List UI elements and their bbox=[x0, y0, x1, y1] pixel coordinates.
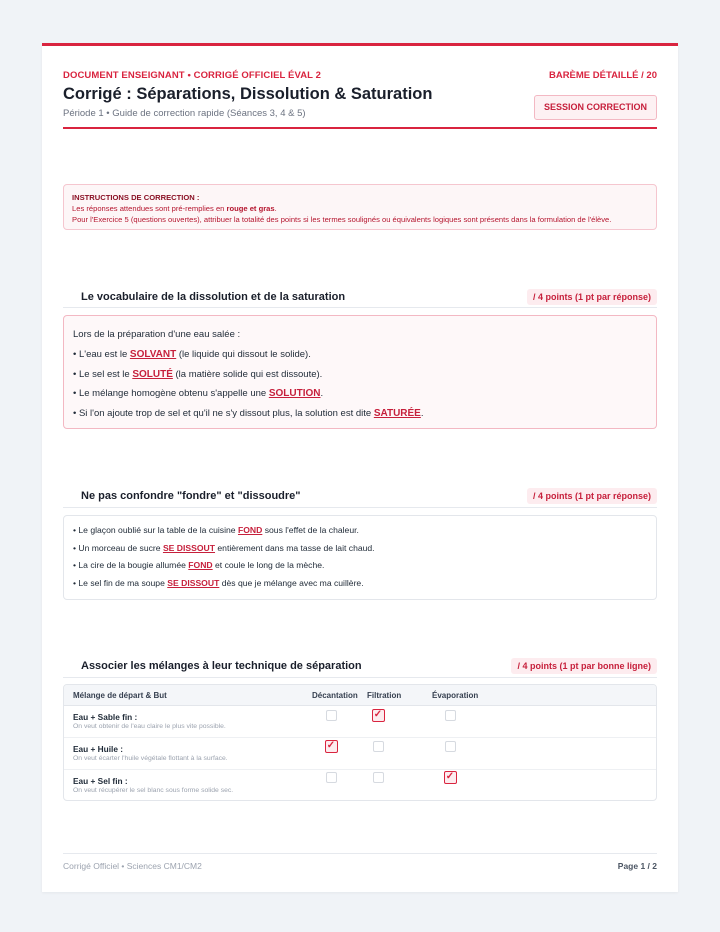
table-row bbox=[64, 738, 656, 770]
instructions-line-1 bbox=[72, 203, 648, 214]
answer-value: SATURÉE bbox=[373, 407, 421, 419]
answer-text: et coule le long de la mèche. bbox=[212, 560, 325, 570]
row-description: On veut récupérer le sel blanc sous forme solide sec. bbox=[73, 787, 234, 794]
section-1-title: Le vocabulaire de la dissolution et de la saturation bbox=[81, 291, 346, 303]
header-divider bbox=[63, 127, 657, 129]
answer-line bbox=[73, 404, 647, 424]
row-title: Eau + Sable fin : bbox=[73, 712, 138, 722]
section-2-points: / 4 points (1 pt par réponse) bbox=[527, 488, 657, 504]
answer-text: (le liquide qui dissout le solide). bbox=[176, 349, 311, 360]
instructions-text: Les réponses attendues sont pré-remplies en bbox=[72, 204, 227, 213]
column-header: Évaporation bbox=[432, 691, 479, 700]
answer-text: • Le mélange homogène obtenu s'appelle une bbox=[73, 388, 269, 399]
table-row bbox=[64, 706, 656, 738]
answer-text: entièrement dans ma tasse de lait chaud. bbox=[215, 542, 375, 553]
answer-text: • Le sel fin de ma soupe bbox=[73, 577, 168, 588]
section-3-title: Associer les mélanges à leur technique de séparation bbox=[81, 660, 362, 672]
document-header bbox=[63, 70, 657, 119]
answer-text: . bbox=[320, 388, 324, 399]
section-1-intro: Lors de la préparation d'une eau salée : bbox=[73, 329, 241, 340]
answer-line bbox=[73, 557, 647, 575]
page-subtitle: Période 1 • Guide de correction rapide (Séances 3, 4 & 5) bbox=[63, 108, 306, 119]
answer-line bbox=[73, 365, 647, 385]
answer-value: FOND bbox=[237, 525, 263, 535]
answer-value: SOLUTÉ bbox=[132, 368, 173, 380]
answer-value: SE DISSOUT bbox=[162, 542, 216, 553]
document-page bbox=[42, 43, 678, 892]
answer-text: (la matière solide qui est dissoute). bbox=[172, 368, 323, 380]
instructions-text: . bbox=[274, 204, 277, 213]
section-3-points: / 4 points (1 pt par bonne ligne) bbox=[511, 658, 657, 674]
answer-line bbox=[73, 575, 647, 593]
column-header: Mélange de départ & But bbox=[73, 691, 167, 700]
column-header: Filtration bbox=[367, 691, 402, 700]
section-1-points: / 4 points (1 pt par réponse) bbox=[527, 289, 657, 305]
checkbox[interactable] bbox=[326, 710, 337, 721]
section-2-title: Ne pas confondre "fondre" et "dissoudre" bbox=[81, 490, 301, 502]
checkbox-checked[interactable]: ✓ bbox=[444, 771, 457, 784]
footer-divider bbox=[63, 853, 657, 854]
section-1-divider bbox=[63, 307, 657, 308]
answer-text: • Le sel est le bbox=[73, 368, 133, 380]
answer-value: SE DISSOUT bbox=[167, 577, 220, 588]
table-header bbox=[64, 685, 656, 706]
section-3-divider bbox=[63, 677, 657, 678]
instructions-emphasis: rouge et gras bbox=[226, 204, 275, 213]
answer-text: • Si l'on ajoute trop de sel et qu'il ne s'y dissout plus, la solution est dite bbox=[73, 407, 374, 419]
column-header: Décantation bbox=[312, 691, 358, 700]
checkbox[interactable] bbox=[445, 710, 456, 721]
answer-value: SOLVANT bbox=[129, 349, 177, 360]
answer-text: • Un morceau de sucre bbox=[73, 542, 163, 553]
answer-line bbox=[73, 540, 647, 558]
answer-value: SOLUTION bbox=[268, 388, 321, 399]
document-tag: DOCUMENT ENSEIGNANT • CORRIGÉ OFFICIEL ÉVAL 2 bbox=[63, 70, 322, 81]
answer-text: • L'eau est le bbox=[73, 349, 130, 360]
page-number: Page 1 / 2 bbox=[617, 861, 657, 871]
row-description: On veut obtenir de l'eau claire le plus vite possible. bbox=[73, 723, 226, 730]
instructions-box bbox=[63, 184, 657, 230]
answer-text: . bbox=[420, 407, 424, 419]
footer-left: Corrigé Officiel • Sciences CM1/CM2 bbox=[63, 861, 202, 871]
section-2-answers bbox=[63, 515, 657, 600]
instructions-title: INSTRUCTIONS DE CORRECTION : bbox=[72, 193, 200, 202]
row-description: On veut écarter l'huile végétale flottant à la surface. bbox=[73, 755, 228, 762]
checkbox[interactable] bbox=[326, 772, 337, 783]
checkbox[interactable] bbox=[445, 741, 456, 752]
answer-text: • La cire de la bougie allumée bbox=[73, 560, 189, 570]
answer-line bbox=[73, 522, 647, 540]
table-row bbox=[64, 770, 656, 801]
separation-table bbox=[63, 684, 657, 801]
answer-text: dès que je mélange avec ma cuillère. bbox=[219, 577, 364, 588]
section-1-answers bbox=[63, 315, 657, 429]
checkbox-checked[interactable]: ✓ bbox=[372, 709, 385, 722]
answer-text: • Le glaçon oublié sur la table de la cuisine bbox=[73, 525, 238, 535]
row-title: Eau + Huile : bbox=[73, 744, 124, 754]
answer-text: sous l'effet de la chaleur. bbox=[262, 525, 359, 535]
instructions-line-2: Pour l'Exercice 5 (questions ouvertes), attribuer la totalité des points si les termes soulignés ou équivalents logiques sont présents dans la formulation de l'élève. bbox=[72, 215, 612, 224]
section-2-divider bbox=[63, 507, 657, 508]
answer-value: FOND bbox=[188, 560, 213, 570]
checkbox[interactable] bbox=[373, 772, 384, 783]
checkbox-checked[interactable]: ✓ bbox=[325, 740, 338, 753]
row-title: Eau + Sel fin : bbox=[73, 776, 128, 786]
answer-line bbox=[73, 384, 647, 404]
answer-line bbox=[73, 345, 647, 365]
bareme-label: BARÈME DÉTAILLÉ / 20 bbox=[548, 70, 657, 81]
page-title: Corrigé : Séparations, Dissolution & Saturation bbox=[63, 85, 433, 103]
checkbox[interactable] bbox=[373, 741, 384, 752]
session-correction-button[interactable]: SESSION CORRECTION bbox=[534, 95, 657, 120]
